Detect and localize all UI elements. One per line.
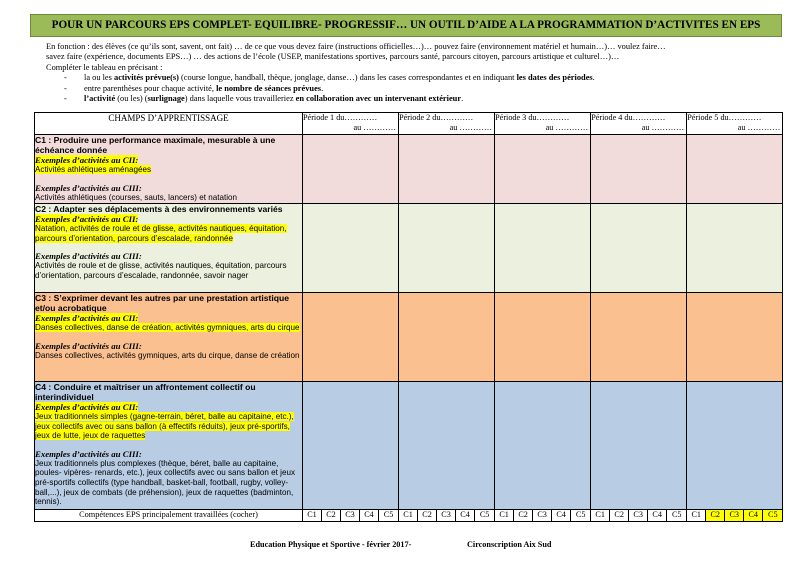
competence-checkbox[interactable]: C2	[322, 510, 341, 522]
period-cell[interactable]	[303, 293, 399, 382]
competence-checkbox[interactable]: C2	[418, 510, 437, 522]
period-cell[interactable]	[687, 204, 783, 293]
period-header: Période 2 du………… au …………	[399, 113, 495, 135]
period-cell[interactable]	[303, 204, 399, 293]
competence-checkbox[interactable]: C2	[706, 510, 725, 522]
period-header: Période 1 du………… au …………	[303, 113, 399, 135]
period-header: Période 3 du………… au …………	[495, 113, 591, 135]
period-header: Période 4 du………… au …………	[591, 113, 687, 135]
champ-title: C1 : Produire une performance maximale, mesurable à une échéance donnée	[35, 135, 276, 155]
champ-title: C4 : Conduire et maîtriser un affrontement collectif ou interindividuel	[35, 382, 256, 402]
table-row-c4	[35, 382, 783, 510]
ciii-activities: Danses collectives, activités gymniques, arts du cirque, danse de création	[35, 350, 300, 360]
period-header: Période 5 du………… au …………	[687, 113, 783, 135]
period-cell[interactable]	[591, 204, 687, 293]
period-cell[interactable]	[303, 135, 399, 204]
competence-checkbox[interactable]: C4	[648, 510, 667, 522]
table-row-c2	[35, 204, 783, 293]
ciii-activities: Jeux traditionnels plus complexes (thèque, béret, balle au capitaine, poules- vipères- renards, etc.), jeux collectifs avec ou sans ballon et jeux pré-sportifs collectifs (type handball, basket-ball, football, rugby, volley-ball,...), jeux de combats (de préhension), jeux de raquettes (badminton, tennis).	[35, 458, 296, 507]
instruction-item: - la ou les activités prévue(s) (course longue, handball, thèque, jonglage, danse…) dans les cases correspondantes et en indiquant les dates des périodes.	[64, 73, 781, 83]
competence-checkbox[interactable]: C4	[360, 510, 379, 522]
cii-label: Exemples d’activités au CII:	[35, 214, 139, 224]
period-cell[interactable]	[495, 135, 591, 204]
period-cell[interactable]	[399, 382, 495, 510]
period-cell[interactable]	[495, 204, 591, 293]
period-cell[interactable]	[591, 382, 687, 510]
competence-checkbox[interactable]: C4	[552, 510, 571, 522]
competences-row	[35, 510, 783, 522]
ciii-label: Exemples d’activités au CIII:	[35, 340, 142, 351]
cii-activities: Natation, activités de roule et de glisse, activités nautiques, équitation, parcours d’orientation, parcours d’escalade, randonnée	[35, 224, 287, 243]
period-cell[interactable]	[303, 382, 399, 510]
cii-label: Exemples d’activités au CII:	[35, 313, 139, 323]
competence-checkbox[interactable]: C4	[456, 510, 475, 522]
cii-activities: Activités athlétiques aménagées	[35, 165, 152, 174]
competence-checkbox[interactable]: C1	[495, 510, 514, 522]
champ-cell-c4	[35, 382, 303, 510]
period-cell[interactable]	[591, 135, 687, 204]
competence-checkbox[interactable]: C3	[533, 510, 552, 522]
competence-checkbox[interactable]: C5	[379, 510, 399, 522]
competence-checkbox[interactable]: C3	[437, 510, 456, 522]
period-cell[interactable]	[687, 382, 783, 510]
cii-label: Exemples d’activités au CII:	[35, 155, 139, 165]
instruction-list	[46, 73, 781, 104]
champ-title: C2 : Adapter ses déplacements à des environnements variés	[35, 204, 283, 214]
intro-line: En fonction : des élèves (ce qu’ils sont, savent, ont fait) … de ce que vous devez faire (instructions officielles…)… pouvez faire (environnement matériel et humain…)… voulez faire…	[46, 42, 666, 51]
period-cell[interactable]	[687, 293, 783, 382]
footer-right: Circonscription Aix Sud	[467, 540, 552, 549]
table-row-c3	[35, 293, 783, 382]
champs-header: CHAMPS D’APPRENTISSAGE	[35, 113, 303, 135]
competence-checkbox[interactable]: C2	[610, 510, 629, 522]
competence-checkbox[interactable]: C5	[763, 510, 783, 522]
competences-label: Compétences EPS principalement travaillées (cocher)	[35, 510, 303, 522]
cii-activities: Danses collectives, danse de création, activités gymniques, arts du cirque	[35, 323, 300, 332]
header-row	[35, 113, 783, 135]
instruction-item: - l’activité (ou les) (surlignage) dans laquelle vous travailleriez en collaboration avec un intervenant extérieur.	[64, 94, 781, 104]
ciii-label: Exemples d’activités au CIII:	[35, 251, 142, 262]
cii-activities: Jeux traditionnels simples (gagne-terrain, béret, balle au capitaine, etc.), jeux collectifs avec ou sans ballon (à effectifs réduits), jeux pré-sportifs, jeux de lutte, jeux de raquettes	[35, 412, 294, 441]
table-row-c1	[35, 135, 783, 204]
competence-checkbox[interactable]: C5	[475, 510, 495, 522]
programming-table	[34, 112, 783, 522]
footer-left: Education Physique et Sportive - février 2017-	[250, 540, 412, 549]
intro-line: Compléter le tableau en précisant :	[46, 62, 163, 72]
competence-checkbox[interactable]: C3	[629, 510, 648, 522]
competence-checkbox[interactable]: C2	[514, 510, 533, 522]
competence-checkbox[interactable]: C1	[399, 510, 418, 522]
competence-checkbox[interactable]: C1	[687, 510, 706, 522]
period-cell[interactable]	[591, 293, 687, 382]
page-title: POUR UN PARCOURS EPS COMPLET- EQUILIBRE- PROGRESSIF… UN OUTIL D’AIDE A LA PROGRAMMATION D’ACTIVITES EN EPS	[30, 14, 782, 37]
competence-checkbox[interactable]: C3	[725, 510, 744, 522]
champ-cell-c2	[35, 204, 303, 293]
competence-checkbox[interactable]: C1	[303, 510, 322, 522]
period-cell[interactable]	[687, 135, 783, 204]
instruction-item: - entre parenthèses pour chaque activité, le nombre de séances prévues.	[64, 84, 781, 94]
competence-checkbox[interactable]: C5	[571, 510, 591, 522]
cii-label: Exemples d’activités au CII:	[35, 402, 139, 412]
competence-checkbox[interactable]: C3	[341, 510, 360, 522]
period-cell[interactable]	[495, 293, 591, 382]
period-cell[interactable]	[399, 293, 495, 382]
intro-line: savez faire (expérience, documents EPS…) … des actions de l’école (USEP, manifestations sportives, parcours santé, parcours citoyen, parcours artistique et culturel…)…	[46, 52, 620, 62]
competence-checkbox[interactable]: C1	[591, 510, 610, 522]
competence-checkbox[interactable]: C5	[667, 510, 687, 522]
ciii-activities: Activités de roule et de glisse, activités nautiques, équitation, parcours d’orientation, parcours d’escalade, randonnée, savoir nager	[35, 261, 287, 280]
period-cell[interactable]	[495, 382, 591, 510]
champ-title: C3 : S’exprimer devant les autres par une prestation artistique et/ou acrobatique	[35, 293, 290, 313]
champ-cell-c3	[35, 293, 303, 382]
intro-text	[46, 42, 781, 104]
period-cell[interactable]	[399, 135, 495, 204]
ciii-activities: Activités athlétiques (courses, sauts, lancers) et natation	[35, 192, 237, 202]
ciii-label: Exemples d’activités au CIII:	[35, 448, 142, 459]
competence-checkbox[interactable]: C4	[744, 510, 763, 522]
period-cell[interactable]	[399, 204, 495, 293]
ciii-label: Exemples d’activités au CIII:	[35, 182, 142, 193]
champ-cell-c1	[35, 135, 303, 204]
